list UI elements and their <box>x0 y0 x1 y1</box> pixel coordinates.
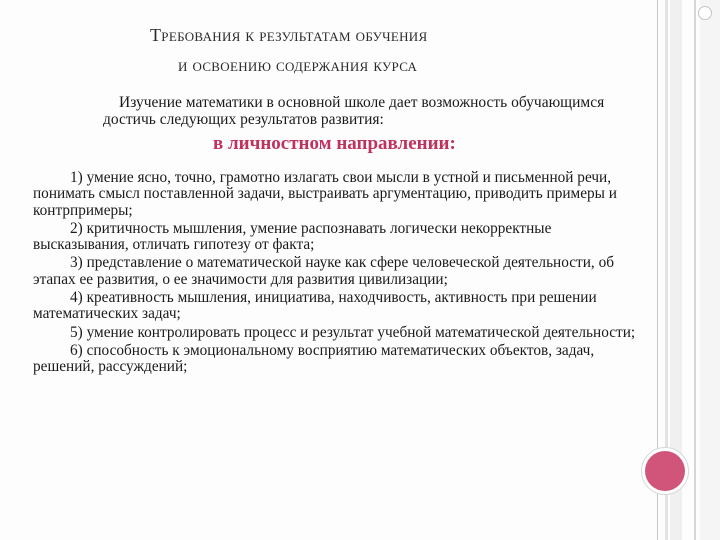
requirements-list <box>33 170 648 378</box>
list-item: 3) представление о математической науке как сфере человеческой деятельности, об этапах ее развития, о ее значимости для развития цивилизации; <box>33 254 614 288</box>
list-item: 4) креативность мышления, инициатива, находчивость, активность при решении математических задач; <box>33 289 597 323</box>
title-line-1: Требования к результатам обучения <box>150 25 428 45</box>
intro-paragraph: Изучение математики в основной школе дает возможность обучающимся достичь следующих результатов развития: <box>103 94 605 128</box>
title-line-2: и освоению содержания курса <box>178 55 418 75</box>
list-item: 6) способность к эмоциональному восприятию математических объектов, задач, решений, рассуждений; <box>33 341 595 376</box>
decorative-stripe <box>694 0 696 540</box>
decorative-stripe <box>700 0 720 540</box>
list-item: 2) критичность мышления, умение распознавать логически некорректные высказывания, отличать гипотезу от факта; <box>33 219 552 254</box>
slide-title <box>120 20 640 80</box>
list-item: 1) умение ясно, точно, грамотно излагать свои мысли в устной и письменной речи, понимать смысл поставленной задачи, выстраивать аргументацию, приводить примеры и контрпримеры; <box>33 169 617 219</box>
decorative-circle-small <box>698 6 712 20</box>
list-item: 5) умение контролировать процесс и результат учебной математической деятельности; <box>70 323 636 341</box>
subheading: в личностном направлении: <box>213 133 456 154</box>
decorative-circle-pink <box>645 451 685 491</box>
